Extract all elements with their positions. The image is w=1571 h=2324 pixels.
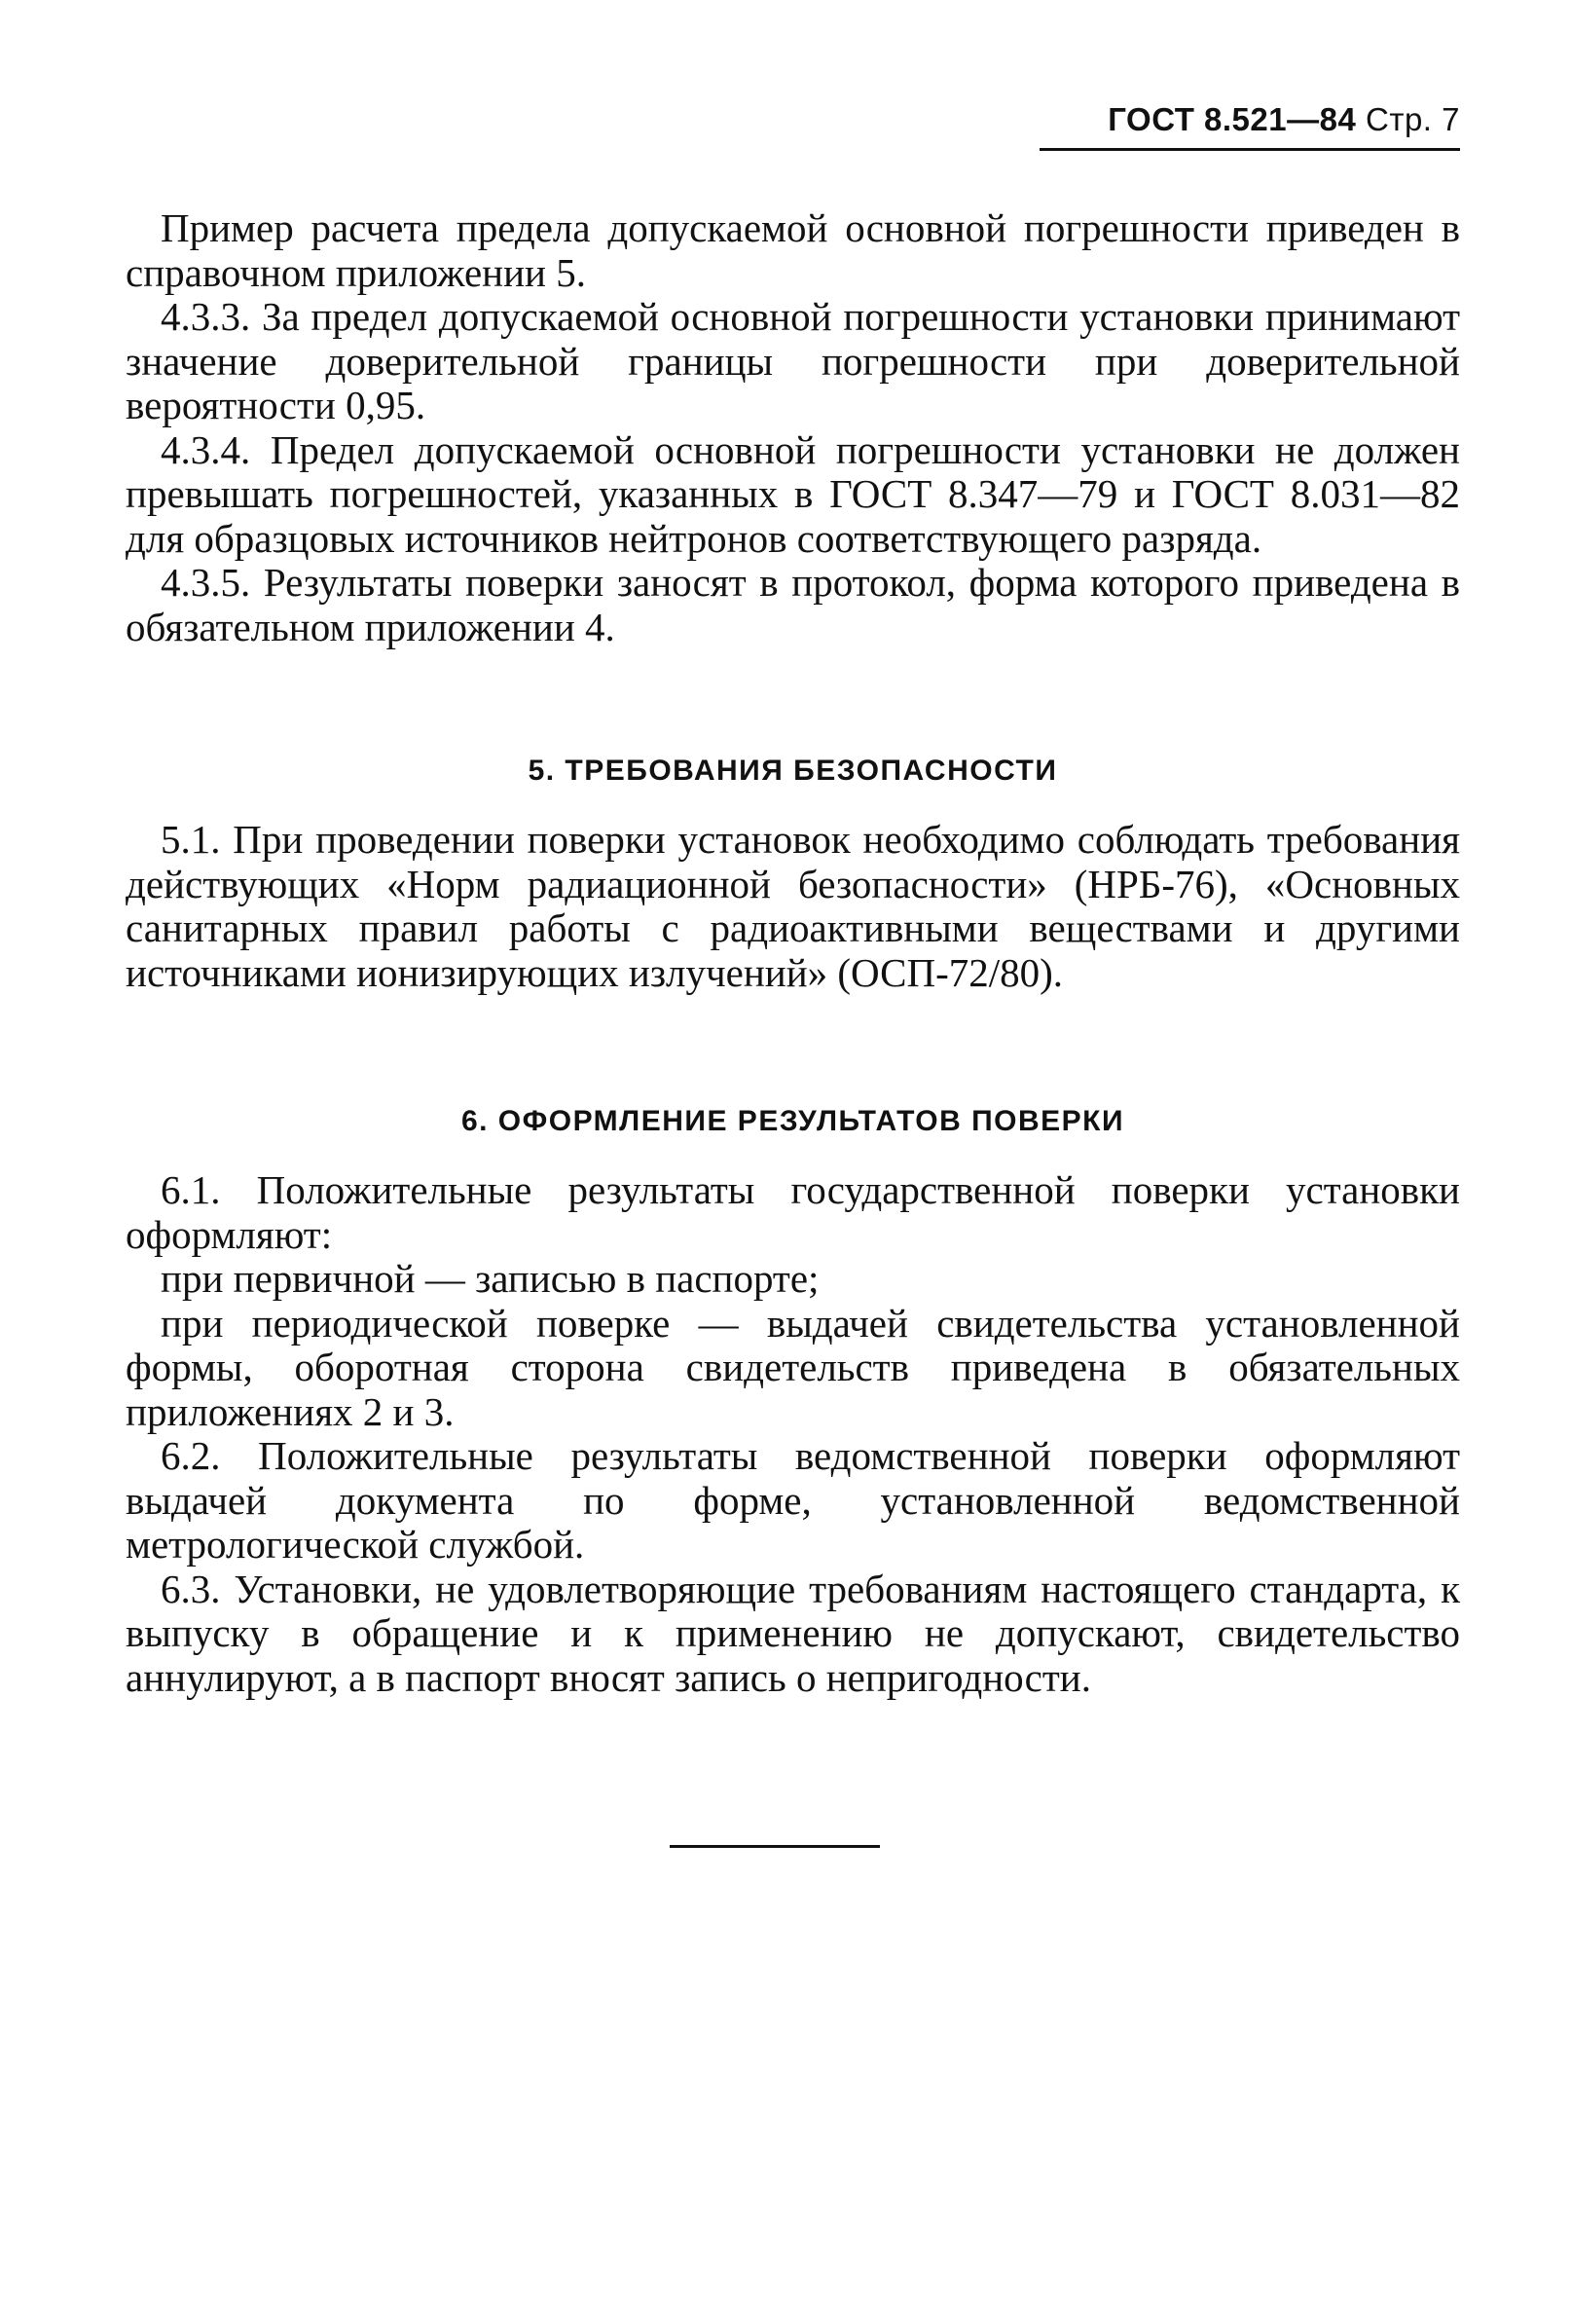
section-5-title: 5. ТРЕБОВАНИЯ БЕЗОПАСНОСТИ [528,755,1058,787]
doc-code: ГОСТ 8.521—84 [1108,101,1357,137]
paragraph-6-1: 6.1. Положительные результаты государственной поверки установки оформляют: [126,1167,1460,1257]
end-rule [670,1845,880,1848]
paragraph-4-3-5: 4.3.5. Результаты поверки заносят в протокол, форма которого приведена в обязательном приложении 4. [126,560,1460,649]
paragraph-6-1-periodic: при периодической поверке — выдачей свидетельства установленной формы, оборотная сторона свидетельств приведена в обязательных приложениях 2 и 3. [126,1300,1460,1434]
page-number: Стр. 7 [1366,101,1460,137]
paragraph-4-3-3: 4.3.3. За предел допускаемой основной погрешности установки принимают значение доверительной границы погрешности при доверительной вероятности 0,95. [126,294,1460,427]
section-5-body [126,818,1460,995]
section-6-title: 6. ОФОРМЛЕНИЕ РЕЗУЛЬТАТОВ ПОВЕРКИ [460,1105,1125,1137]
section-4-3-continuation [126,206,1460,649]
section-6-body [126,1168,1460,1700]
page-header [1108,101,1460,138]
paragraph-4-3-4: 4.3.4. Предел допускаемой основной погрешности установки не должен превышать погрешностей, указанных в ГОСТ 8.347—79 и ГОСТ 8.031—82 для образцовых источников нейтронов соответствующего разряда. [126,426,1460,561]
paragraph-6-1-primary: при первичной — записью в паспорте; [161,1256,820,1301]
paragraph-example-ref: Пример расчета предела допускаемой основной погрешности приведен в справочном приложении 5. [126,205,1460,295]
paragraph-6-3: 6.3. Установки, не удовлетворяющие требованиям настоящего стандарта, к выпуску в обращение и к применению не допускают, свидетельство аннулируют, а в паспорт вносят запись о непригодности. [126,1566,1460,1700]
paragraph-6-2: 6.2. Положительные результаты ведомственной поверки оформляют выдачей документа по форме, установленной ведомственной метрологической службой. [126,1433,1460,1567]
header-rule [1040,148,1460,151]
paragraph-5-1: 5.1. При проведении поверки установок необходимо соблюдать требования действующих «Норм радиационной безопасности» (НРБ-76), «Основных санитарных правил работы с радиоактивными веществами и другими источниками ионизирующих излучений» (ОСП-72/80). [126,817,1460,995]
